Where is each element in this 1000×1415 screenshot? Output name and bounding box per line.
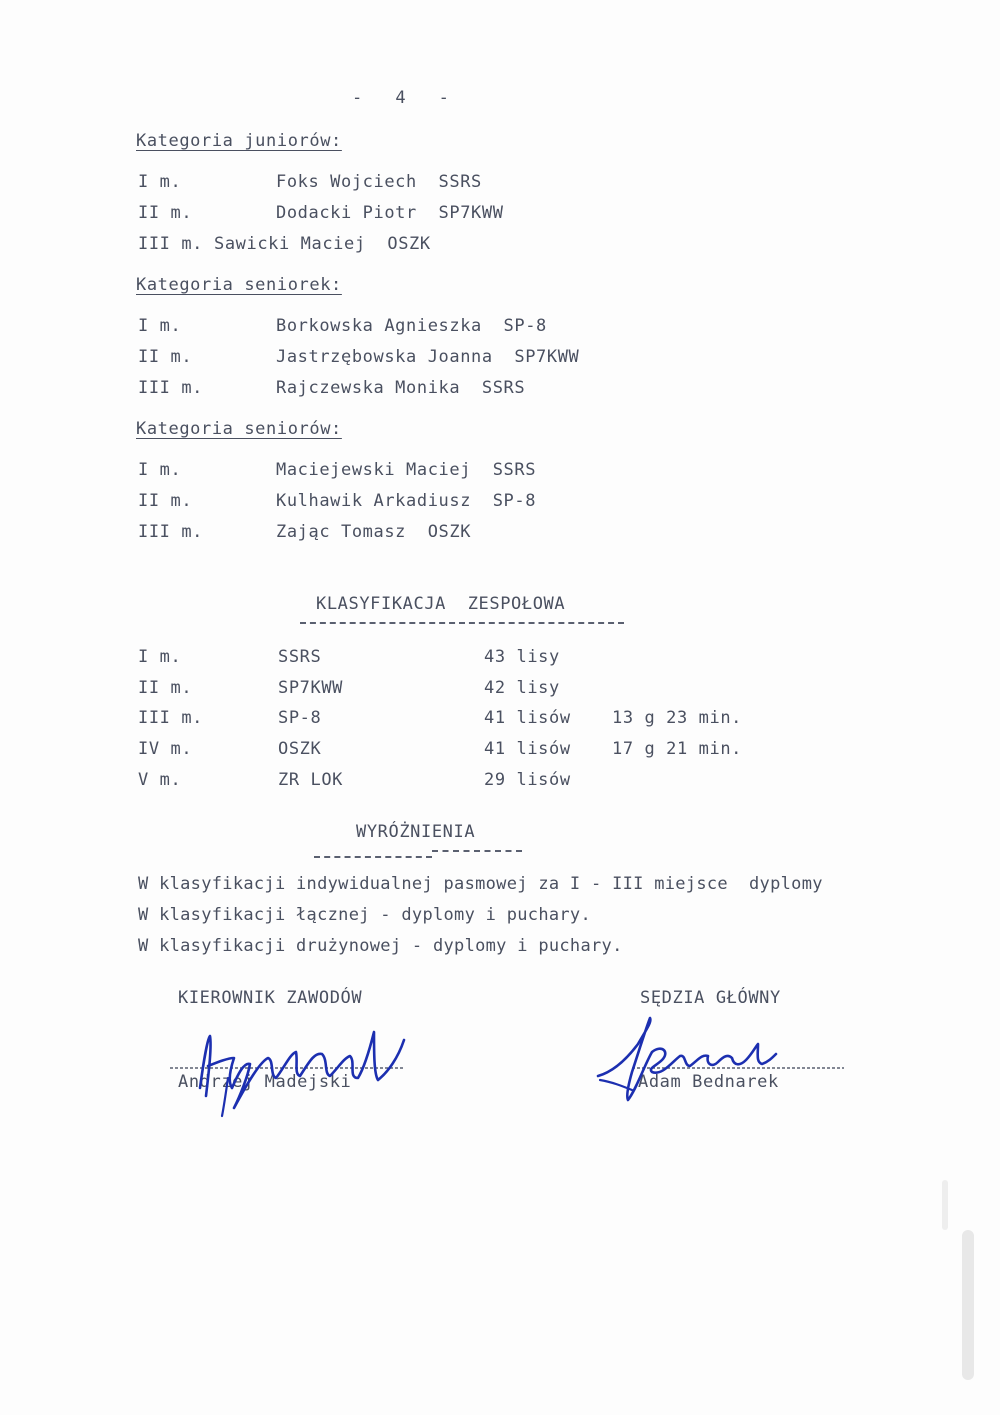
team-result-2: 42 lisy: [484, 678, 560, 698]
left-handwritten-signature: [178, 1018, 418, 1118]
left-signature-title: KIEROWNIK ZAWODÓW: [178, 988, 363, 1008]
senior-women-place-2: II m.: [138, 347, 193, 367]
team-result-5: 29 lisów: [484, 770, 571, 790]
team-place-3: III m.: [138, 708, 204, 728]
juniors-place-3: III m.: [138, 234, 204, 254]
senior-women-entry-2: Jastrzębowska Joanna SP7KWW: [276, 347, 580, 367]
team-place-5: V m.: [138, 770, 182, 790]
team-result-1: 43 lisy: [484, 647, 560, 667]
page-number: - 4 -: [352, 88, 450, 108]
team-name-1: SSRS: [278, 647, 322, 667]
senior-men-place-1: I m.: [138, 460, 182, 480]
right-signature-title: SĘDZIA GŁÓWNY: [640, 988, 781, 1008]
team-place-4: IV m.: [138, 739, 193, 759]
senior-women-heading: Kategoria seniorek:: [136, 275, 342, 295]
scan-edge-mark: [962, 1230, 974, 1380]
team-name-4: OSZK: [278, 739, 322, 759]
team-time-4: 17 g 21 min.: [612, 739, 743, 759]
senior-women-entry-3: Rajczewska Monika SSRS: [276, 378, 526, 398]
left-signature-name: Andrzej Madejski: [178, 1072, 352, 1092]
team-result-4: 41 lisów: [484, 739, 571, 759]
team-time-3: 13 g 23 min.: [612, 708, 743, 728]
senior-men-place-3: III m.: [138, 522, 204, 542]
senior-men-heading: Kategoria seniorów:: [136, 419, 342, 439]
juniors-place-1: I m.: [138, 172, 182, 192]
senior-women-place-1: I m.: [138, 316, 182, 336]
team-place-2: II m.: [138, 678, 193, 698]
team-name-2: SP7KWW: [278, 678, 344, 698]
juniors-entry-1: Foks Wojciech SSRS: [276, 172, 482, 192]
right-signature-name: Adam Bednarek: [638, 1072, 779, 1092]
scan-edge-mark: [942, 1180, 948, 1230]
team-heading-rule: [300, 622, 624, 624]
juniors-place-2: II m.: [138, 203, 193, 223]
distinction-line-3: W klasyfikacji drużynowej - dyplomy i puchary.: [138, 936, 623, 956]
distinctions-rule-right: [432, 850, 522, 852]
team-result-3: 41 lisów: [484, 708, 571, 728]
senior-women-place-3: III m.: [138, 378, 204, 398]
senior-men-entry-1: Maciejewski Maciej SSRS: [276, 460, 537, 480]
senior-men-entry-2: Kulhawik Arkadiusz SP-8: [276, 491, 537, 511]
juniors-heading: Kategoria juniorów:: [136, 131, 342, 151]
team-name-3: SP-8: [278, 708, 322, 728]
senior-women-entry-1: Borkowska Agnieszka SP-8: [276, 316, 547, 336]
right-handwritten-signature: [592, 1010, 782, 1110]
team-name-5: ZR LOK: [278, 770, 344, 790]
senior-men-place-2: II m.: [138, 491, 193, 511]
distinctions-heading: WYRÓŻNIENIA: [356, 822, 476, 842]
senior-men-entry-3: Zając Tomasz OSZK: [276, 522, 472, 542]
juniors-entry-2: Dodacki Piotr SP7KWW: [276, 203, 504, 223]
distinctions-rule-left: [314, 856, 432, 858]
team-place-1: I m.: [138, 647, 182, 667]
team-heading: KLASYFIKACJA ZESPOŁOWA: [316, 594, 566, 614]
distinction-line-1: W klasyfikacji indywidualnej pasmowej za I - III miejsce dyplomy: [138, 874, 823, 894]
juniors-entry-3: Sawicki Maciej OSZK: [214, 234, 431, 254]
distinction-line-2: W klasyfikacji łącznej - dyplomy i puchary.: [138, 905, 591, 925]
